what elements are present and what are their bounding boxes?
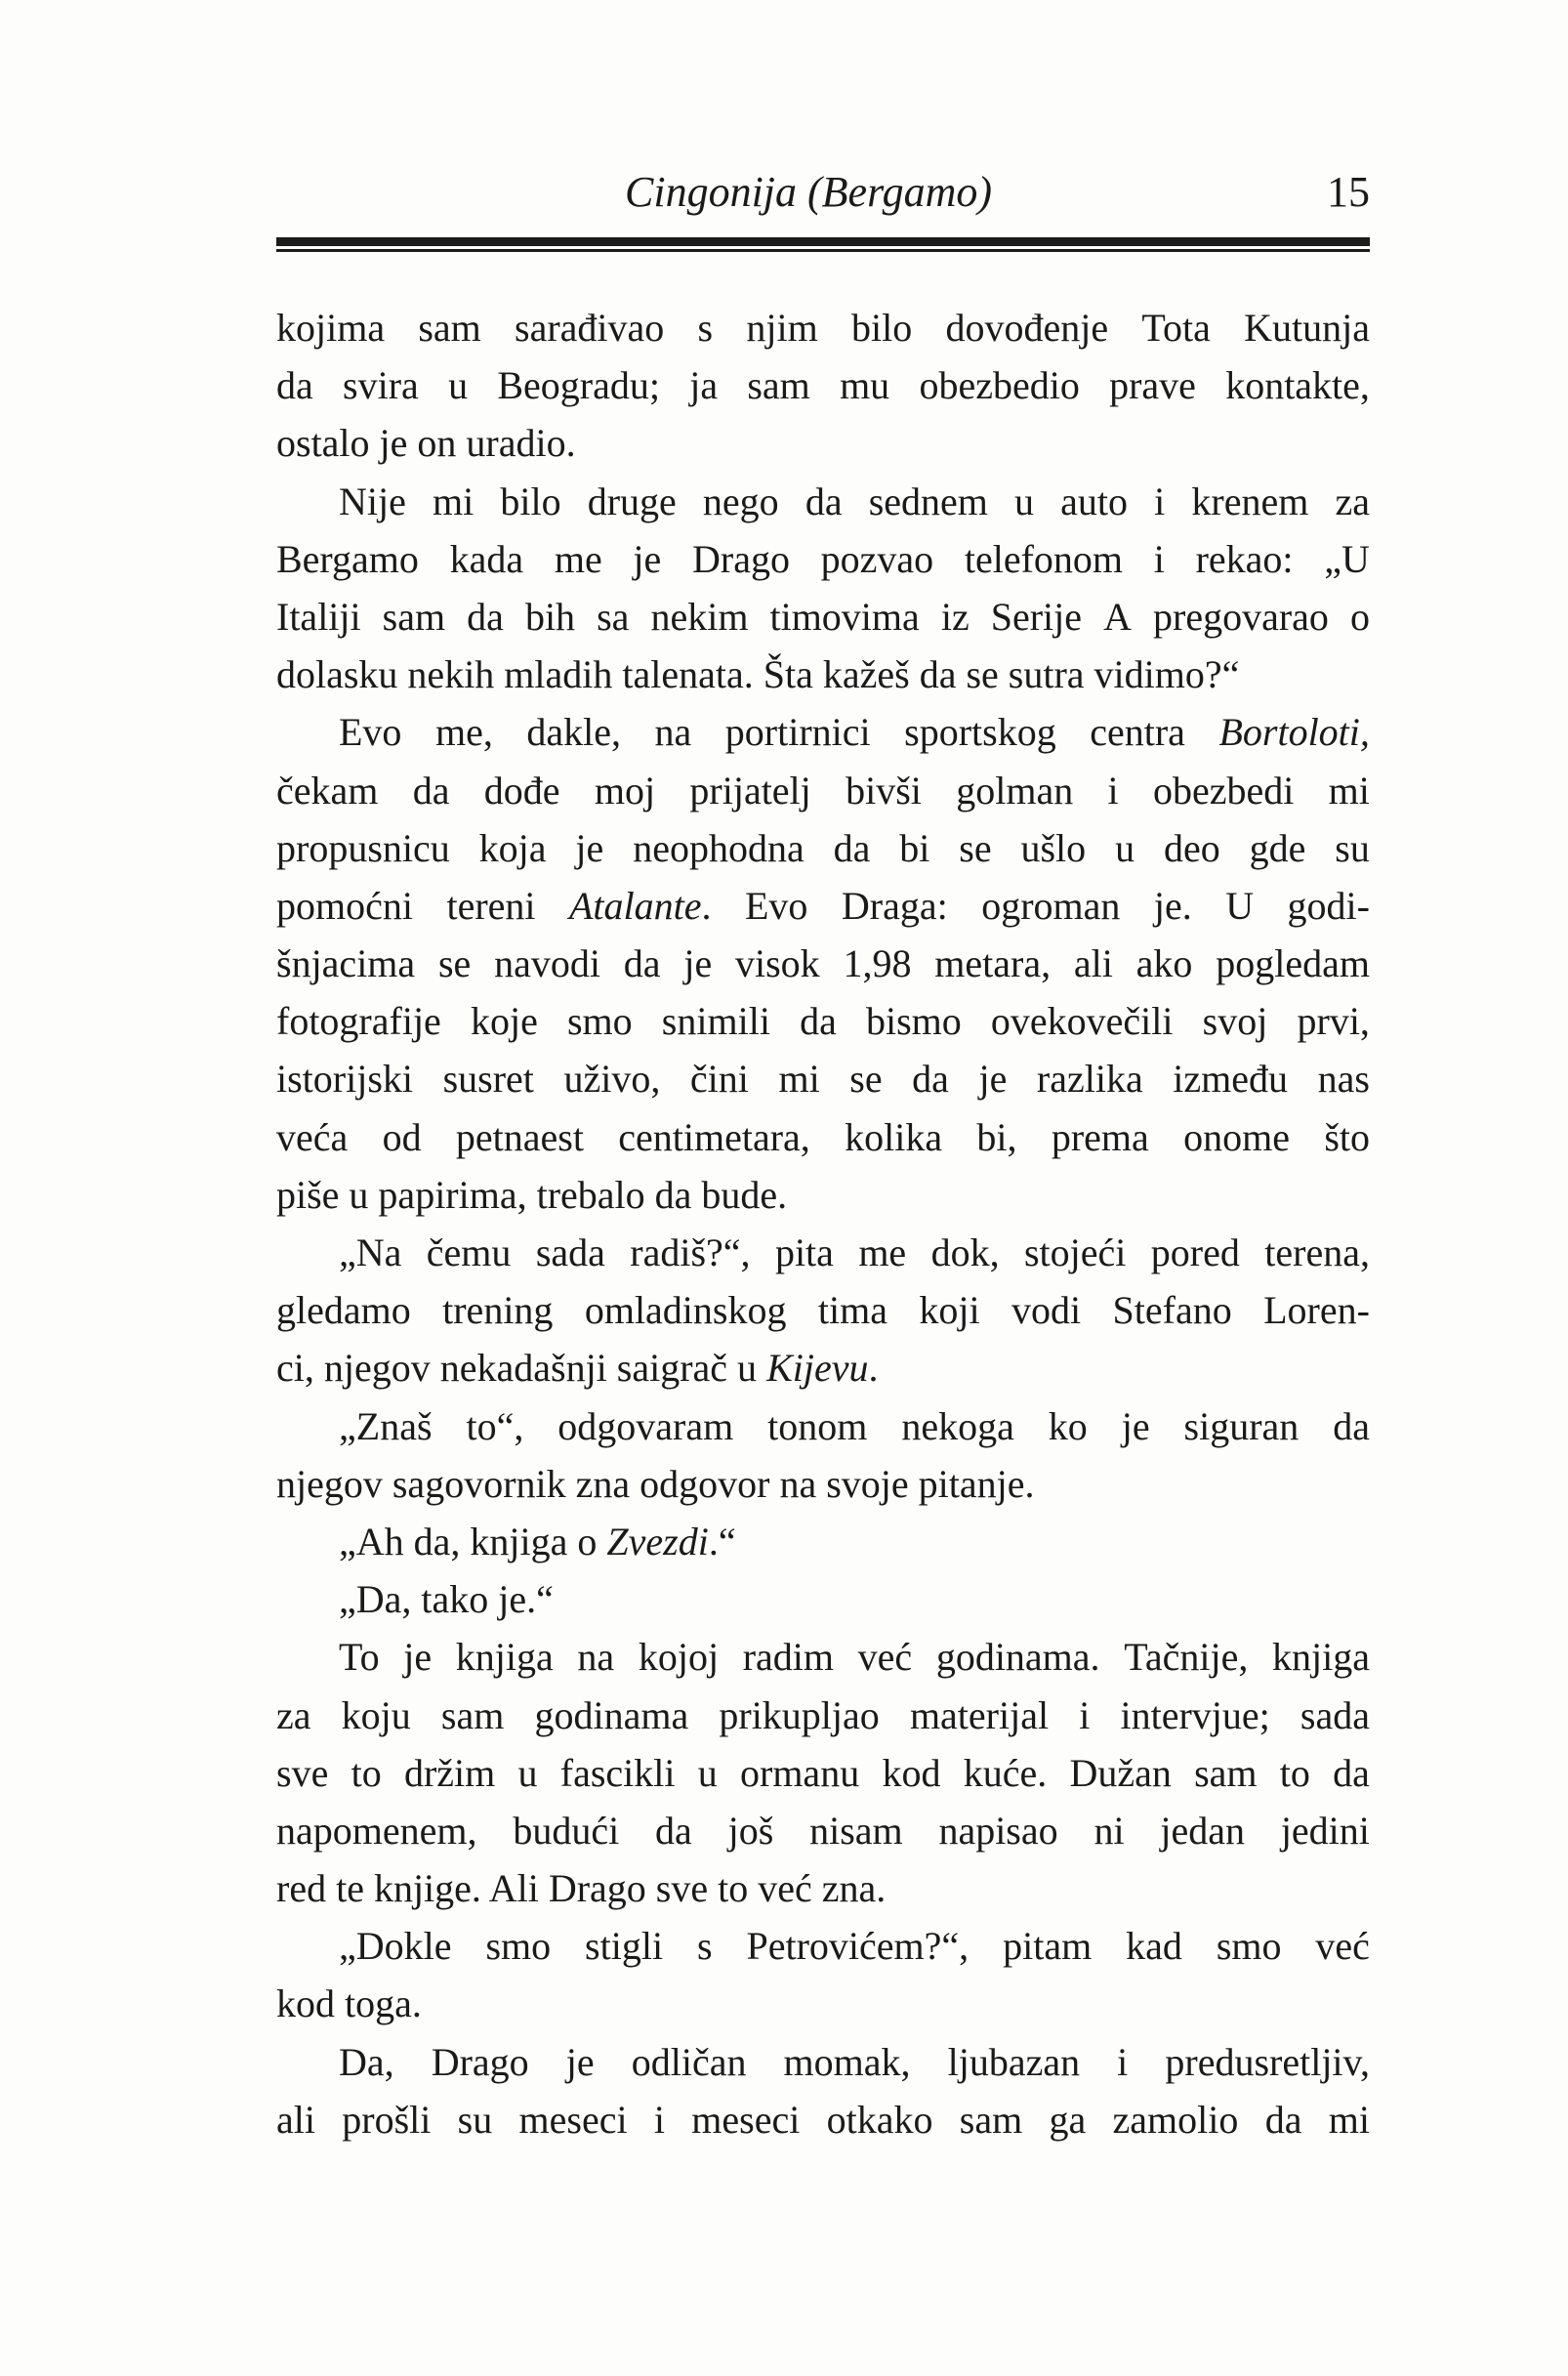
word: se (959, 825, 992, 870)
word: već (857, 1635, 913, 1680)
word: da (623, 941, 661, 986)
word: onome (1183, 1114, 1290, 1159)
word: Draga: (841, 883, 948, 928)
word: sa (597, 594, 630, 639)
word: na (577, 1635, 615, 1680)
text-segment: .“ (708, 1519, 736, 1563)
word: prikupljao (719, 1692, 880, 1737)
word: s (697, 1924, 713, 1969)
word: čini (689, 1057, 749, 1102)
word: bilo (850, 306, 913, 350)
word: telefonom (964, 536, 1124, 581)
word: Beogradu; (497, 363, 660, 408)
word: je (565, 2039, 595, 2084)
word: ga (1049, 2097, 1087, 2142)
word: mi (778, 1057, 820, 1102)
word: dođe (483, 768, 560, 813)
word: je. (1153, 883, 1192, 928)
chapter-title: Cingonija (Bergamo) (625, 168, 992, 216)
word: još (727, 1808, 774, 1853)
text-line (276, 1570, 1370, 1628)
word: U (1225, 883, 1255, 928)
word: susret (442, 1057, 534, 1102)
word: radiš?“, (630, 1230, 751, 1274)
word: budući (513, 1808, 620, 1853)
word: timovima (769, 594, 920, 639)
word: je (575, 825, 604, 870)
text-line (276, 1513, 1370, 1570)
word: pozvao (820, 536, 934, 581)
word: tereni (446, 883, 536, 928)
italic-text: Zvezdi (606, 1519, 709, 1563)
word: veća (276, 1114, 349, 1159)
word: gledamo (276, 1288, 411, 1333)
word: bismo (865, 999, 962, 1044)
word: pregovarao (1153, 594, 1329, 639)
word: godinama. (935, 1635, 1100, 1680)
word: bih (524, 594, 576, 639)
word: sam (1194, 1750, 1258, 1795)
text-line (276, 1455, 1370, 1513)
text-segment: dolasku nekih mladih talenata. Šta kažeš da se sutra vidimo?“ (276, 652, 1240, 697)
word: sada (535, 1230, 605, 1274)
word: u (1014, 479, 1035, 523)
word: kojoj (638, 1635, 720, 1680)
word: i (1107, 768, 1119, 813)
word: za (1335, 479, 1370, 523)
word: godinama (534, 1692, 689, 1737)
word: sam (959, 2097, 1023, 2142)
word: njim (746, 306, 818, 350)
word: prvi, (1297, 999, 1370, 1044)
text-line (276, 703, 1370, 761)
word: u (1115, 825, 1135, 870)
word: bi (899, 825, 930, 870)
word: portirnici (724, 710, 871, 755)
word: knjiga (455, 1635, 554, 1680)
word: svoj (1202, 999, 1268, 1044)
word: dakle, (526, 710, 621, 755)
word: za (276, 1692, 311, 1737)
word: dok, (930, 1230, 1000, 1274)
word: pored (1150, 1230, 1240, 1274)
text-segment: ostalo je on uradio. (276, 421, 576, 466)
word: otkako (826, 2097, 933, 2142)
running-head (276, 167, 1370, 222)
word: sada (1300, 1692, 1370, 1737)
word: A (1103, 594, 1132, 639)
word: što (1324, 1114, 1370, 1159)
word: gde (1249, 825, 1306, 870)
word: prema (1051, 1114, 1149, 1159)
word: centra (1090, 710, 1185, 755)
word: terena, (1264, 1230, 1370, 1274)
word: krenem (1191, 479, 1309, 523)
word: o (1349, 594, 1370, 639)
word: nekoga (901, 1403, 1014, 1448)
text-segment: . (868, 1346, 879, 1391)
italic-text: Kijevu (766, 1346, 869, 1391)
word: to“, (466, 1403, 524, 1448)
word: u (448, 363, 469, 408)
text-line (276, 1166, 1370, 1224)
word: smo (566, 999, 633, 1044)
word: prave (1109, 363, 1196, 408)
text-line (276, 1339, 1370, 1396)
word: ušlo (1020, 825, 1087, 870)
word: koja (478, 825, 547, 870)
text-line (276, 2091, 1370, 2148)
word: „Na (339, 1230, 402, 1274)
word: sam (440, 1692, 505, 1737)
word: sednem (868, 479, 988, 523)
word: propusnicu (276, 825, 450, 870)
text-segment: ci, njegov nekadašnji saigrač u (276, 1346, 767, 1391)
word: u (517, 1750, 538, 1795)
text-line (276, 935, 1370, 992)
word: da (833, 825, 871, 870)
word: Da, (339, 2039, 394, 2084)
word: visok (735, 941, 820, 986)
word: kuće. (963, 1750, 1048, 1795)
word: kad (1126, 1924, 1182, 1969)
word: kojima (276, 306, 386, 350)
word: pomoćni (276, 883, 413, 928)
word: u (697, 1750, 718, 1795)
text-segment: piše u papirima, trebalo da bude. (276, 1172, 788, 1217)
word: Atalante. (568, 883, 712, 928)
word: me, (434, 710, 493, 755)
text-segment: „Da, tako je.“ (339, 1577, 554, 1622)
word: navodi (494, 941, 600, 986)
word: držim (403, 1750, 496, 1795)
word: da (912, 1057, 949, 1102)
word: da (655, 1808, 692, 1853)
text-segment: njegov sagovornik zna odgovor na svoje pitanje. (276, 1461, 1035, 1506)
word: Drago (431, 2039, 529, 2084)
text-line (276, 1281, 1370, 1339)
word: golman (956, 768, 1074, 813)
text-line (276, 877, 1370, 935)
word: i (1117, 2039, 1129, 2084)
word: i (1154, 479, 1166, 523)
word: neophodna (633, 825, 805, 870)
header-rule-thin (276, 249, 1370, 252)
word: metara, (934, 941, 1052, 986)
word: pitam (1003, 1924, 1093, 1969)
text-line (276, 1802, 1370, 1859)
word: prošli (342, 2097, 432, 2142)
word: već (1315, 1924, 1370, 1969)
word: To (339, 1635, 380, 1680)
text-line (276, 356, 1370, 414)
word: to (1279, 1750, 1310, 1795)
text-line (276, 1975, 1370, 2032)
word: 1,98 (843, 941, 912, 986)
word: Kutunja (1244, 306, 1370, 350)
word: je (683, 941, 713, 986)
word: kod (882, 1750, 941, 1795)
word: Italiji (276, 594, 361, 639)
word: zamolio (1112, 2097, 1239, 2142)
word: na (654, 710, 692, 755)
word: Tota (1141, 306, 1211, 350)
text-line (276, 1687, 1370, 1744)
word: mi (1328, 768, 1370, 813)
word: omladinskog (584, 1288, 787, 1333)
word: tonom (767, 1403, 868, 1448)
word: sam (382, 594, 446, 639)
word: s (697, 306, 714, 350)
word: napisao (938, 1808, 1058, 1853)
word: mi (433, 479, 475, 523)
word: materijal (909, 1692, 1050, 1737)
word: iz (940, 594, 970, 639)
text-line (276, 530, 1370, 588)
word: da (1333, 1403, 1370, 1448)
word: trening (442, 1288, 554, 1333)
word: me (858, 1230, 907, 1274)
word: sportskog (904, 710, 1056, 755)
text-line (276, 588, 1370, 646)
word: čekam (276, 768, 379, 813)
word: Drago (691, 536, 790, 581)
word: Evo (744, 883, 808, 928)
word: razlika (1036, 1057, 1143, 1102)
word: to (351, 1750, 382, 1795)
text-line (276, 1859, 1370, 1917)
word: Tačnije, (1124, 1635, 1249, 1680)
word: odgovaram (557, 1403, 734, 1448)
word: je (403, 1635, 433, 1680)
word: je (1121, 1403, 1150, 1448)
word: auto (1060, 479, 1129, 523)
word: smo (485, 1924, 552, 1969)
word: ali (276, 2097, 315, 2142)
word: ormanu (740, 1750, 860, 1795)
word: kolika (845, 1114, 943, 1159)
word: Nije (339, 479, 406, 523)
word: su (457, 2097, 493, 2142)
word: mu (840, 363, 890, 408)
word: nego (702, 479, 779, 523)
text-line (276, 1397, 1370, 1455)
word: i (1153, 536, 1165, 581)
word: od (382, 1114, 422, 1159)
word: druge (587, 479, 677, 523)
word: Bortoloti, (1218, 710, 1370, 755)
body-text (276, 299, 1370, 2148)
word: „Dokle (339, 1924, 452, 1969)
word: vodi (1011, 1288, 1082, 1333)
word: koju (341, 1692, 411, 1737)
text-line (276, 414, 1370, 472)
word: da (467, 594, 504, 639)
word: Serije (990, 594, 1083, 639)
word: da (1264, 2097, 1302, 2142)
text-line (276, 762, 1370, 819)
word: Evo (339, 710, 402, 755)
word: i (653, 2097, 665, 2142)
word: ja (689, 363, 719, 408)
word: obezbedio (919, 363, 1080, 408)
word: godi- (1287, 883, 1370, 928)
word: je (633, 536, 662, 581)
word: meseci (691, 2097, 801, 2142)
word: je (978, 1057, 1008, 1102)
word: ko (1048, 1403, 1088, 1448)
word: ni (1093, 1808, 1125, 1853)
word: intervjue; (1120, 1692, 1270, 1737)
text-segment: „Ah da, knjiga o (339, 1519, 607, 1563)
word: odličan (631, 2039, 747, 2084)
word: nisam (809, 1808, 903, 1853)
word: sam (418, 306, 481, 350)
word: me (554, 536, 602, 581)
text-line (276, 2033, 1370, 2091)
text-line (276, 473, 1370, 530)
word: fotografije (276, 999, 441, 1044)
word: snimili (661, 999, 770, 1044)
word: da (800, 999, 837, 1044)
word: siguran (1183, 1403, 1300, 1448)
word: deo (1163, 825, 1220, 870)
text-line (276, 1917, 1370, 1975)
word: pita (774, 1230, 834, 1274)
word: Stefano (1112, 1288, 1232, 1333)
word: knjiga (1271, 1635, 1370, 1680)
word: koje (470, 999, 538, 1044)
word: svira (343, 363, 419, 408)
word: sam (747, 363, 810, 408)
word: koji (919, 1288, 980, 1333)
word: bivši (846, 768, 922, 813)
word: se (849, 1057, 883, 1102)
word: jedini (1280, 1808, 1370, 1853)
word: tima (817, 1288, 887, 1333)
word: ovekovečili (990, 999, 1174, 1044)
word: moj (594, 768, 656, 813)
word: fascikli (559, 1750, 676, 1795)
text-line (276, 992, 1370, 1050)
text-segment: red te knjige. Ali Drago sve to već zna. (276, 1866, 887, 1911)
header-rule (276, 237, 1370, 252)
text-line (276, 1050, 1370, 1107)
word: čemu (426, 1230, 512, 1274)
word: sarađivao (515, 306, 665, 350)
word: jedan (1160, 1808, 1245, 1853)
word: uživo, (563, 1057, 661, 1102)
word: da (276, 363, 313, 408)
word: da (412, 768, 450, 813)
text-line (276, 1744, 1370, 1802)
word: predusretljiv, (1165, 2039, 1370, 2084)
word: ljubazan (947, 2039, 1081, 2084)
text-line (276, 1628, 1370, 1686)
word: su (1335, 825, 1370, 870)
word: se (437, 941, 472, 986)
word: da (805, 479, 843, 523)
word: bi, (976, 1114, 1017, 1159)
word: bilo (500, 479, 561, 523)
word: da (1333, 1750, 1370, 1795)
word: sve (276, 1750, 329, 1795)
word: ali (1073, 941, 1113, 986)
page-number: 15 (1327, 168, 1370, 216)
word: napomenem, (276, 1808, 477, 1853)
word: Dužan (1069, 1750, 1172, 1795)
word: meseci (518, 2097, 628, 2142)
text-line (276, 1108, 1370, 1166)
word: mi (1328, 2097, 1370, 2142)
word: pogledam (1216, 941, 1370, 986)
text-segment: kod toga. (276, 1981, 422, 2026)
word: smo (1216, 1924, 1282, 1969)
word: centimetara, (618, 1114, 810, 1159)
word: momak, (783, 2039, 911, 2084)
word: petnaest (455, 1114, 584, 1159)
word: dovođenje (945, 306, 1109, 350)
word: kontakte, (1225, 363, 1370, 408)
word: šnjacima (276, 941, 416, 986)
word: Loren- (1263, 1288, 1370, 1333)
word: kada (449, 536, 524, 581)
word: nas (1317, 1057, 1370, 1102)
word: obezbedi (1152, 768, 1295, 813)
word: Petrovićem?“, (746, 1924, 970, 1969)
word: Bergamo (276, 536, 419, 581)
word: stigli (585, 1924, 664, 1969)
word: nekim (650, 594, 749, 639)
word: prijatelj (689, 768, 811, 813)
word: rekao: (1195, 536, 1294, 581)
text-line (276, 1224, 1370, 1281)
text-line (276, 819, 1370, 877)
word: ako (1135, 941, 1193, 986)
word: „Znaš (339, 1403, 433, 1448)
word: stojeći (1023, 1230, 1127, 1274)
word: između (1173, 1057, 1289, 1102)
word: ogroman (981, 883, 1121, 928)
word: radim (742, 1635, 835, 1680)
text-line (276, 299, 1370, 356)
word: istorijski (276, 1057, 414, 1102)
word: „U (1324, 536, 1370, 581)
word: i (1079, 1692, 1091, 1737)
text-line (276, 646, 1370, 703)
